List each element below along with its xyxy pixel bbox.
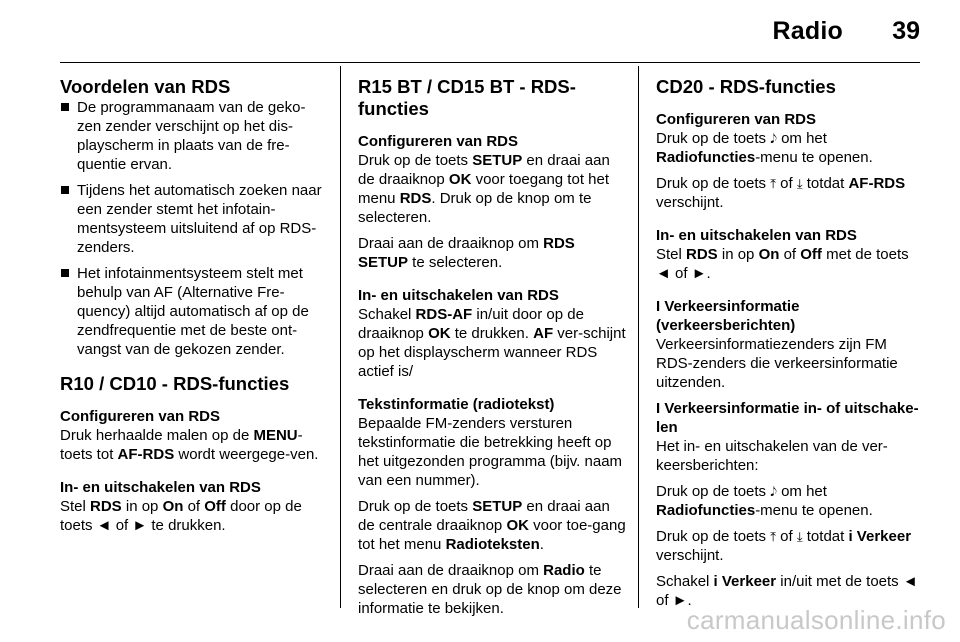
music-key-icon: 𝅘𝅥𝅮 <box>770 484 777 499</box>
column-middle <box>358 76 626 618</box>
list-item: Tijdens het automatisch zoeken naar een zender stemt het infotain-mentsysteem uitsluitend af op RDS-zenders. <box>60 181 328 257</box>
radiotext-heading: Tekstinformatie (radiotekst) <box>358 396 555 413</box>
config-rds-heading: Configureren van RDS <box>656 111 817 128</box>
section-title: Radio <box>772 17 843 45</box>
page-header <box>60 0 920 63</box>
arrow-up-key-icon: ⤒ <box>770 529 776 544</box>
radiotext-menu-text: Druk op de toets SETUP en draai aan de centrale draaiknop OK voor toe-gang tot het menu Radioteksten. <box>358 498 626 553</box>
column-right <box>656 76 926 610</box>
bullet-icon <box>61 269 69 277</box>
music-key-icon: 𝅘𝅥𝅮 <box>770 131 777 146</box>
column-divider <box>340 66 341 608</box>
radio-functions-text: Druk op de toets 𝅘𝅥𝅮 om het Radiofuncties-menu te openen. <box>656 483 873 519</box>
rds-onoff-heading: In- en uitschakelen van RDS <box>60 479 261 496</box>
rds-advantages-heading: Voordelen van RDS <box>60 76 231 97</box>
traffic-onoff-heading: I Verkeersinformatie in- of uitschake-len <box>656 400 919 436</box>
traffic-toggle-text: Schakel i Verkeer in/uit met de toets ◄ of ►. <box>656 573 918 609</box>
radio-functions-text: Druk op de toets 𝅘𝅥𝅮 om het Radiofuncties-menu te openen. <box>656 130 873 166</box>
advantages-list <box>60 98 328 359</box>
cd20-heading: CD20 - RDS-functies <box>656 76 836 97</box>
list-item: Het infotainmentsysteem stelt met behulp van AF (Alternative Fre-quency) altijd automatisch af op de zendfrequentie met de beste ont-vangst van de gekozen zender. <box>60 264 328 359</box>
column-divider <box>638 66 639 608</box>
radiotext-intro: Bepaalde FM-zenders versturen tekstinformatie die betrekking heeft op het uitgezonden programma (bijv. naam van een nummer). <box>358 415 623 489</box>
rds-onoff-text: Schakel RDS-AF in/uit door op de draaiknop OK te drukken. AF ver-schijnt op het displayscherm wanneer RDS actief is/ <box>358 306 626 380</box>
column-left <box>60 76 328 535</box>
rds-onoff-heading: In- en uitschakelen van RDS <box>656 227 857 244</box>
traffic-select-text: Druk op de toets ⤒ of ⤓ totdat i Verkeer verschijnt. <box>656 528 912 564</box>
r10-cd10-heading: R10 / CD10 - RDS-functies <box>60 373 290 394</box>
config-rds-text: Druk herhaalde malen op de MENU-toets tot AF-RDS wordt weergege-ven. <box>60 427 319 463</box>
rds-onoff-text: Stel RDS in op On of Off door op de toets ◄ of ► te drukken. <box>60 498 302 534</box>
traffic-onoff-intro: Het in- en uitschakelen van de ver-keersberichten: <box>656 438 888 474</box>
page-number: 39 <box>892 17 920 45</box>
bullet-icon <box>61 186 69 194</box>
list-item: De programmanaam van de geko-zen zender verschijnt op het dis-playscherm in plaats van de fre-quentie ervan. <box>60 98 328 174</box>
radiotext-select-text: Draai aan de draaiknop om Radio te selecteren en druk op de knop om deze informatie te bekijken. <box>358 562 622 617</box>
rds-setup-text: Draai aan de draaiknop om RDS SETUP te selecteren. <box>358 235 575 271</box>
watermark: carmanualsonline.info <box>686 605 946 635</box>
config-rds-text: Druk op de toets SETUP en draai aan de draaiknop OK voor toegang tot het menu RDS. Druk op de knop om te selecteren. <box>358 152 610 226</box>
bullet-icon <box>61 103 69 111</box>
config-rds-heading: Configureren van RDS <box>60 408 221 425</box>
arrow-up-key-icon: ⤒ <box>770 176 776 191</box>
rds-onoff-text: Stel RDS in op On of Off met de toets ◄ of ►. <box>656 246 909 282</box>
config-rds-heading: Configureren van RDS <box>358 133 519 150</box>
af-rds-text: Druk op de toets ⤒ of ⤓ totdat AF-RDS verschijnt. <box>656 175 906 211</box>
traffic-info-heading: I Verkeersinformatie (verkeersberichten) <box>656 298 800 334</box>
traffic-info-text: Verkeersinformatiezenders zijn FM RDS-zenders die verkeersinformatie uitzenden. <box>656 336 898 391</box>
r15-cd15-heading: R15 BT / CD15 BT - RDS-functies <box>358 76 576 119</box>
rds-onoff-heading: In- en uitschakelen van RDS <box>358 287 559 304</box>
arrow-down-key-icon: ⤓ <box>796 176 803 191</box>
arrow-down-key-icon: ⤓ <box>796 529 803 544</box>
